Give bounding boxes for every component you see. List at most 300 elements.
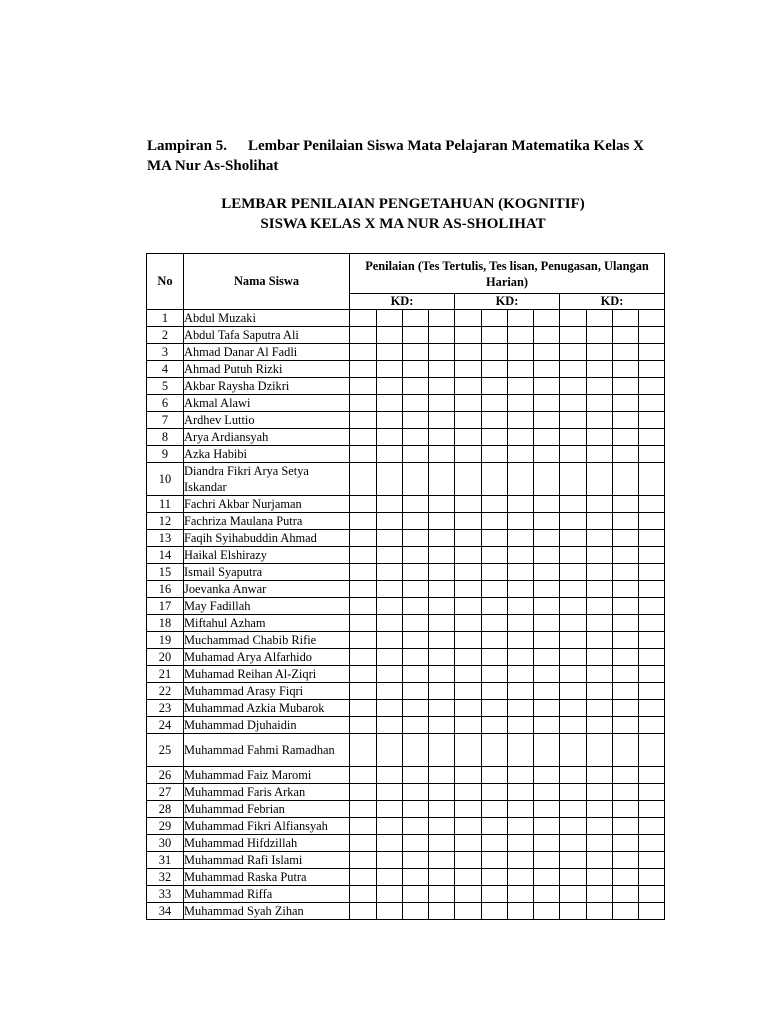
score-cell[interactable] — [508, 412, 534, 429]
score-cell[interactable] — [613, 530, 639, 547]
score-cell[interactable] — [613, 598, 639, 615]
score-cell[interactable] — [508, 344, 534, 361]
score-cell[interactable] — [482, 530, 508, 547]
score-cell[interactable] — [534, 513, 560, 530]
score-cell[interactable] — [508, 717, 534, 734]
score-cell[interactable] — [455, 615, 482, 632]
score-cell[interactable] — [534, 852, 560, 869]
score-cell[interactable] — [534, 429, 560, 446]
score-cell[interactable] — [534, 734, 560, 767]
score-cell[interactable] — [377, 615, 403, 632]
score-cell[interactable] — [403, 767, 429, 784]
score-cell[interactable] — [455, 530, 482, 547]
score-cell[interactable] — [455, 903, 482, 920]
score-cell[interactable] — [560, 513, 587, 530]
score-cell[interactable] — [534, 310, 560, 327]
score-cell[interactable] — [613, 717, 639, 734]
score-cell[interactable] — [534, 598, 560, 615]
score-cell[interactable] — [455, 767, 482, 784]
score-cell[interactable] — [455, 649, 482, 666]
score-cell[interactable] — [560, 327, 587, 344]
score-cell[interactable] — [587, 818, 613, 835]
score-cell[interactable] — [508, 361, 534, 378]
score-cell[interactable] — [639, 869, 665, 886]
score-cell[interactable] — [560, 496, 587, 513]
score-cell[interactable] — [403, 835, 429, 852]
score-cell[interactable] — [377, 412, 403, 429]
score-cell[interactable] — [639, 886, 665, 903]
score-cell[interactable] — [587, 903, 613, 920]
score-cell[interactable] — [587, 310, 613, 327]
score-cell[interactable] — [350, 801, 377, 818]
score-cell[interactable] — [534, 412, 560, 429]
score-cell[interactable] — [377, 649, 403, 666]
score-cell[interactable] — [613, 666, 639, 683]
score-cell[interactable] — [377, 666, 403, 683]
score-cell[interactable] — [350, 734, 377, 767]
score-cell[interactable] — [587, 581, 613, 598]
score-cell[interactable] — [560, 378, 587, 395]
score-cell[interactable] — [587, 700, 613, 717]
score-cell[interactable] — [534, 886, 560, 903]
score-cell[interactable] — [508, 818, 534, 835]
score-cell[interactable] — [429, 886, 455, 903]
score-cell[interactable] — [377, 429, 403, 446]
score-cell[interactable] — [560, 446, 587, 463]
score-cell[interactable] — [587, 835, 613, 852]
score-cell[interactable] — [403, 852, 429, 869]
score-cell[interactable] — [613, 564, 639, 581]
score-cell[interactable] — [482, 463, 508, 496]
score-cell[interactable] — [508, 395, 534, 412]
score-cell[interactable] — [587, 615, 613, 632]
score-cell[interactable] — [560, 463, 587, 496]
score-cell[interactable] — [429, 446, 455, 463]
score-cell[interactable] — [587, 598, 613, 615]
score-cell[interactable] — [403, 683, 429, 700]
score-cell[interactable] — [429, 581, 455, 598]
score-cell[interactable] — [429, 869, 455, 886]
score-cell[interactable] — [508, 581, 534, 598]
score-cell[interactable] — [560, 361, 587, 378]
score-cell[interactable] — [429, 327, 455, 344]
score-cell[interactable] — [508, 767, 534, 784]
score-cell[interactable] — [560, 903, 587, 920]
score-cell[interactable] — [613, 378, 639, 395]
score-cell[interactable] — [350, 530, 377, 547]
score-cell[interactable] — [377, 513, 403, 530]
score-cell[interactable] — [377, 717, 403, 734]
score-cell[interactable] — [377, 378, 403, 395]
score-cell[interactable] — [508, 530, 534, 547]
score-cell[interactable] — [377, 463, 403, 496]
score-cell[interactable] — [350, 903, 377, 920]
score-cell[interactable] — [613, 886, 639, 903]
score-cell[interactable] — [587, 412, 613, 429]
score-cell[interactable] — [587, 649, 613, 666]
score-cell[interactable] — [350, 649, 377, 666]
score-cell[interactable] — [508, 378, 534, 395]
score-cell[interactable] — [455, 700, 482, 717]
score-cell[interactable] — [587, 446, 613, 463]
score-cell[interactable] — [482, 429, 508, 446]
score-cell[interactable] — [639, 666, 665, 683]
score-cell[interactable] — [482, 598, 508, 615]
score-cell[interactable] — [350, 412, 377, 429]
score-cell[interactable] — [429, 496, 455, 513]
score-cell[interactable] — [560, 615, 587, 632]
score-cell[interactable] — [587, 801, 613, 818]
score-cell[interactable] — [429, 564, 455, 581]
score-cell[interactable] — [455, 446, 482, 463]
score-cell[interactable] — [403, 530, 429, 547]
score-cell[interactable] — [534, 632, 560, 649]
score-cell[interactable] — [534, 700, 560, 717]
score-cell[interactable] — [350, 327, 377, 344]
score-cell[interactable] — [508, 310, 534, 327]
score-cell[interactable] — [639, 547, 665, 564]
score-cell[interactable] — [613, 852, 639, 869]
score-cell[interactable] — [508, 734, 534, 767]
score-cell[interactable] — [587, 429, 613, 446]
score-cell[interactable] — [429, 784, 455, 801]
score-cell[interactable] — [613, 361, 639, 378]
score-cell[interactable] — [534, 378, 560, 395]
score-cell[interactable] — [377, 886, 403, 903]
score-cell[interactable] — [429, 683, 455, 700]
score-cell[interactable] — [377, 852, 403, 869]
score-cell[interactable] — [534, 683, 560, 700]
score-cell[interactable] — [403, 632, 429, 649]
score-cell[interactable] — [482, 767, 508, 784]
score-cell[interactable] — [455, 734, 482, 767]
score-cell[interactable] — [613, 513, 639, 530]
score-cell[interactable] — [455, 463, 482, 496]
score-cell[interactable] — [613, 344, 639, 361]
score-cell[interactable] — [534, 903, 560, 920]
score-cell[interactable] — [482, 869, 508, 886]
score-cell[interactable] — [350, 852, 377, 869]
score-cell[interactable] — [350, 632, 377, 649]
score-cell[interactable] — [350, 344, 377, 361]
score-cell[interactable] — [560, 649, 587, 666]
score-cell[interactable] — [377, 327, 403, 344]
score-cell[interactable] — [482, 632, 508, 649]
score-cell[interactable] — [455, 327, 482, 344]
score-cell[interactable] — [350, 835, 377, 852]
score-cell[interactable] — [534, 581, 560, 598]
score-cell[interactable] — [482, 903, 508, 920]
score-cell[interactable] — [587, 734, 613, 767]
score-cell[interactable] — [560, 310, 587, 327]
score-cell[interactable] — [508, 784, 534, 801]
score-cell[interactable] — [560, 429, 587, 446]
score-cell[interactable] — [613, 683, 639, 700]
score-cell[interactable] — [639, 513, 665, 530]
score-cell[interactable] — [508, 463, 534, 496]
score-cell[interactable] — [403, 412, 429, 429]
score-cell[interactable] — [429, 378, 455, 395]
score-cell[interactable] — [482, 446, 508, 463]
score-cell[interactable] — [377, 547, 403, 564]
score-cell[interactable] — [429, 717, 455, 734]
score-cell[interactable] — [639, 446, 665, 463]
score-cell[interactable] — [377, 395, 403, 412]
score-cell[interactable] — [455, 598, 482, 615]
score-cell[interactable] — [639, 344, 665, 361]
score-cell[interactable] — [377, 564, 403, 581]
score-cell[interactable] — [482, 615, 508, 632]
score-cell[interactable] — [455, 632, 482, 649]
score-cell[interactable] — [639, 530, 665, 547]
score-cell[interactable] — [482, 835, 508, 852]
score-cell[interactable] — [403, 700, 429, 717]
score-cell[interactable] — [429, 852, 455, 869]
score-cell[interactable] — [455, 564, 482, 581]
score-cell[interactable] — [560, 344, 587, 361]
score-cell[interactable] — [429, 344, 455, 361]
score-cell[interactable] — [482, 734, 508, 767]
score-cell[interactable] — [613, 463, 639, 496]
score-cell[interactable] — [560, 632, 587, 649]
score-cell[interactable] — [560, 395, 587, 412]
score-cell[interactable] — [455, 310, 482, 327]
score-cell[interactable] — [508, 547, 534, 564]
score-cell[interactable] — [613, 615, 639, 632]
score-cell[interactable] — [429, 734, 455, 767]
score-cell[interactable] — [350, 581, 377, 598]
score-cell[interactable] — [403, 564, 429, 581]
score-cell[interactable] — [639, 615, 665, 632]
score-cell[interactable] — [377, 530, 403, 547]
score-cell[interactable] — [455, 818, 482, 835]
score-cell[interactable] — [613, 801, 639, 818]
score-cell[interactable] — [403, 598, 429, 615]
score-cell[interactable] — [455, 835, 482, 852]
score-cell[interactable] — [403, 395, 429, 412]
score-cell[interactable] — [482, 852, 508, 869]
score-cell[interactable] — [455, 513, 482, 530]
score-cell[interactable] — [403, 734, 429, 767]
score-cell[interactable] — [482, 378, 508, 395]
score-cell[interactable] — [639, 784, 665, 801]
score-cell[interactable] — [429, 835, 455, 852]
score-cell[interactable] — [534, 395, 560, 412]
score-cell[interactable] — [350, 496, 377, 513]
score-cell[interactable] — [350, 361, 377, 378]
score-cell[interactable] — [508, 649, 534, 666]
score-cell[interactable] — [377, 869, 403, 886]
score-cell[interactable] — [639, 717, 665, 734]
score-cell[interactable] — [429, 412, 455, 429]
score-cell[interactable] — [560, 801, 587, 818]
score-cell[interactable] — [639, 818, 665, 835]
score-cell[interactable] — [560, 734, 587, 767]
score-cell[interactable] — [403, 429, 429, 446]
score-cell[interactable] — [403, 615, 429, 632]
score-cell[interactable] — [429, 632, 455, 649]
score-cell[interactable] — [482, 818, 508, 835]
score-cell[interactable] — [534, 446, 560, 463]
score-cell[interactable] — [482, 361, 508, 378]
score-cell[interactable] — [587, 344, 613, 361]
score-cell[interactable] — [429, 903, 455, 920]
score-cell[interactable] — [639, 496, 665, 513]
score-cell[interactable] — [482, 784, 508, 801]
score-cell[interactable] — [560, 564, 587, 581]
score-cell[interactable] — [403, 446, 429, 463]
score-cell[interactable] — [455, 581, 482, 598]
score-cell[interactable] — [560, 852, 587, 869]
score-cell[interactable] — [613, 327, 639, 344]
score-cell[interactable] — [377, 310, 403, 327]
score-cell[interactable] — [377, 446, 403, 463]
score-cell[interactable] — [482, 564, 508, 581]
score-cell[interactable] — [429, 530, 455, 547]
score-cell[interactable] — [377, 344, 403, 361]
score-cell[interactable] — [639, 649, 665, 666]
score-cell[interactable] — [482, 666, 508, 683]
score-cell[interactable] — [560, 547, 587, 564]
score-cell[interactable] — [587, 632, 613, 649]
score-cell[interactable] — [350, 446, 377, 463]
score-cell[interactable] — [639, 835, 665, 852]
score-cell[interactable] — [639, 361, 665, 378]
score-cell[interactable] — [560, 581, 587, 598]
score-cell[interactable] — [534, 835, 560, 852]
score-cell[interactable] — [482, 310, 508, 327]
score-cell[interactable] — [534, 717, 560, 734]
score-cell[interactable] — [350, 564, 377, 581]
score-cell[interactable] — [534, 463, 560, 496]
score-cell[interactable] — [613, 818, 639, 835]
score-cell[interactable] — [350, 513, 377, 530]
score-cell[interactable] — [350, 717, 377, 734]
score-cell[interactable] — [587, 378, 613, 395]
score-cell[interactable] — [534, 801, 560, 818]
score-cell[interactable] — [350, 700, 377, 717]
score-cell[interactable] — [403, 513, 429, 530]
score-cell[interactable] — [508, 666, 534, 683]
score-cell[interactable] — [534, 496, 560, 513]
score-cell[interactable] — [455, 717, 482, 734]
score-cell[interactable] — [587, 463, 613, 496]
score-cell[interactable] — [482, 886, 508, 903]
score-cell[interactable] — [455, 547, 482, 564]
score-cell[interactable] — [350, 784, 377, 801]
score-cell[interactable] — [534, 869, 560, 886]
score-cell[interactable] — [639, 412, 665, 429]
score-cell[interactable] — [587, 327, 613, 344]
score-cell[interactable] — [377, 632, 403, 649]
score-cell[interactable] — [613, 767, 639, 784]
score-cell[interactable] — [534, 361, 560, 378]
score-cell[interactable] — [508, 327, 534, 344]
score-cell[interactable] — [560, 886, 587, 903]
score-cell[interactable] — [613, 649, 639, 666]
score-cell[interactable] — [560, 869, 587, 886]
score-cell[interactable] — [455, 496, 482, 513]
score-cell[interactable] — [403, 361, 429, 378]
score-cell[interactable] — [560, 717, 587, 734]
score-cell[interactable] — [534, 344, 560, 361]
score-cell[interactable] — [587, 361, 613, 378]
score-cell[interactable] — [482, 700, 508, 717]
score-cell[interactable] — [377, 767, 403, 784]
score-cell[interactable] — [455, 683, 482, 700]
score-cell[interactable] — [377, 818, 403, 835]
score-cell[interactable] — [560, 784, 587, 801]
score-cell[interactable] — [534, 649, 560, 666]
score-cell[interactable] — [534, 530, 560, 547]
score-cell[interactable] — [508, 446, 534, 463]
score-cell[interactable] — [639, 632, 665, 649]
score-cell[interactable] — [508, 615, 534, 632]
score-cell[interactable] — [403, 784, 429, 801]
score-cell[interactable] — [429, 666, 455, 683]
score-cell[interactable] — [429, 463, 455, 496]
score-cell[interactable] — [429, 547, 455, 564]
score-cell[interactable] — [587, 564, 613, 581]
score-cell[interactable] — [377, 598, 403, 615]
score-cell[interactable] — [639, 734, 665, 767]
score-cell[interactable] — [377, 903, 403, 920]
score-cell[interactable] — [403, 869, 429, 886]
score-cell[interactable] — [560, 818, 587, 835]
score-cell[interactable] — [350, 615, 377, 632]
score-cell[interactable] — [587, 530, 613, 547]
score-cell[interactable] — [587, 666, 613, 683]
score-cell[interactable] — [560, 666, 587, 683]
score-cell[interactable] — [508, 683, 534, 700]
score-cell[interactable] — [403, 344, 429, 361]
score-cell[interactable] — [508, 886, 534, 903]
score-cell[interactable] — [613, 310, 639, 327]
score-cell[interactable] — [482, 513, 508, 530]
score-cell[interactable] — [508, 903, 534, 920]
score-cell[interactable] — [403, 903, 429, 920]
score-cell[interactable] — [482, 327, 508, 344]
score-cell[interactable] — [455, 429, 482, 446]
score-cell[interactable] — [560, 700, 587, 717]
score-cell[interactable] — [350, 767, 377, 784]
score-cell[interactable] — [534, 767, 560, 784]
score-cell[interactable] — [560, 412, 587, 429]
score-cell[interactable] — [613, 835, 639, 852]
score-cell[interactable] — [350, 666, 377, 683]
score-cell[interactable] — [613, 496, 639, 513]
score-cell[interactable] — [350, 547, 377, 564]
score-cell[interactable] — [639, 767, 665, 784]
score-cell[interactable] — [403, 649, 429, 666]
score-cell[interactable] — [482, 801, 508, 818]
score-cell[interactable] — [455, 412, 482, 429]
score-cell[interactable] — [613, 429, 639, 446]
score-cell[interactable] — [534, 327, 560, 344]
score-cell[interactable] — [350, 378, 377, 395]
score-cell[interactable] — [587, 513, 613, 530]
score-cell[interactable] — [508, 564, 534, 581]
score-cell[interactable] — [534, 615, 560, 632]
score-cell[interactable] — [350, 683, 377, 700]
score-cell[interactable] — [482, 581, 508, 598]
score-cell[interactable] — [429, 361, 455, 378]
score-cell[interactable] — [429, 615, 455, 632]
score-cell[interactable] — [587, 852, 613, 869]
score-cell[interactable] — [455, 801, 482, 818]
score-cell[interactable] — [639, 801, 665, 818]
score-cell[interactable] — [587, 886, 613, 903]
